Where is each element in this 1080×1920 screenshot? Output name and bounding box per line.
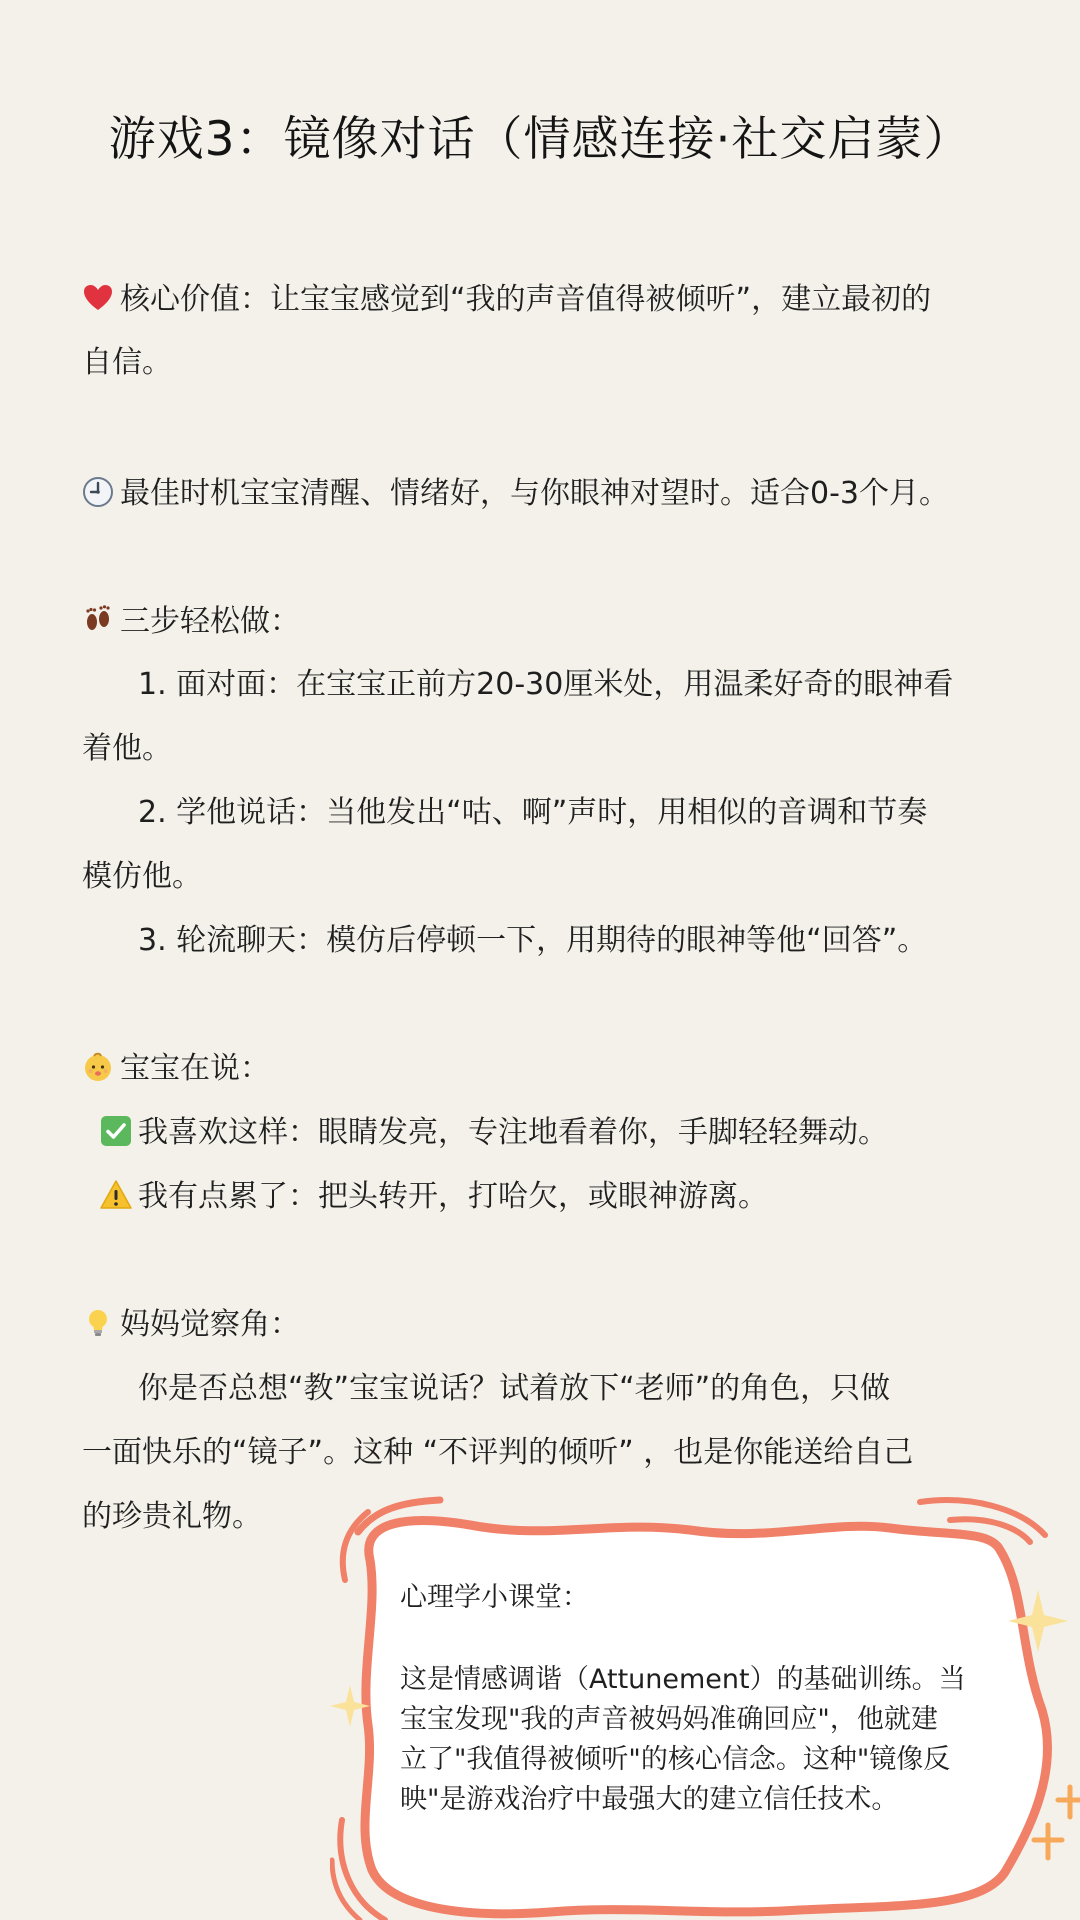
mom-insight-heading-line: [82, 1303, 300, 1347]
step1-line1: 1. 面对面：在宝宝正前方20-30厘米处，用温柔好奇的眼神看: [138, 667, 954, 702]
baby-tired-line: [100, 1175, 768, 1219]
steps-heading: 三步轻松做：: [120, 604, 300, 639]
timing-text: 最佳时机宝宝清醒、情绪好，与你眼神对望时。适合0-3个月。: [120, 476, 949, 511]
step2-line1: 2. 学他说话：当他发出“咕、啊”声时，用相似的音调和节奏: [138, 795, 928, 830]
warning-icon: [100, 1179, 132, 1211]
baby-icon: [82, 1051, 114, 1083]
check-icon: [100, 1115, 132, 1147]
heart-icon: [82, 282, 114, 314]
steps-heading-line: [82, 600, 300, 644]
baby-like-text: 我喜欢这样：眼睛发亮，专注地看着你，手脚轻轻舞动。: [138, 1115, 888, 1150]
footprints-icon: [82, 604, 114, 636]
lightbulb-icon: [82, 1307, 114, 1339]
bubble-line3: 立了"我值得被倾听"的核心信念。这种"镜像反: [400, 1744, 951, 1775]
bubble-line2: 宝宝发现"我的声音被妈妈准确回应"，他就建: [400, 1704, 938, 1735]
core-value-line2: 自信。: [82, 345, 172, 380]
baby-says-heading-line: [82, 1047, 270, 1091]
core-value-line1: [82, 278, 931, 322]
bubble-line1: 这是情感调谐（Attunement）的基础训练。当: [400, 1664, 966, 1695]
step3-line1: 3. 轮流聊天：模仿后停顿一下，用期待的眼神等他“回答”。: [138, 923, 928, 958]
clock-icon: [82, 476, 114, 508]
step1-line2: 着他。: [82, 731, 172, 766]
mom-insight-line2: 一面快乐的“镜子”。这种 “不评判的倾听” ，也是你能送给自己: [82, 1435, 914, 1470]
step2-line2: 模仿他。: [82, 859, 202, 894]
page-title: 游戏3：镜像对话（情感连接·社交启蒙）: [108, 112, 972, 167]
core-value-text: 核心价值：让宝宝感觉到“我的声音值得被倾听”，建立最初的: [120, 282, 932, 317]
bubble-title: 心理学小课堂：: [400, 1582, 589, 1613]
baby-says-heading: 宝宝在说：: [120, 1051, 270, 1086]
mom-insight-line1: 你是否总想“教”宝宝说话？试着放下“老师”的角色，只做: [138, 1371, 891, 1406]
timing-line: [82, 472, 949, 516]
baby-tired-text: 我有点累了：把头转开，打哈欠，或眼神游离。: [138, 1179, 768, 1214]
baby-like-line: [100, 1111, 888, 1155]
mom-insight-line3: 的珍贵礼物。: [82, 1499, 262, 1534]
mom-insight-heading: 妈妈觉察角：: [120, 1307, 300, 1342]
bubble-line4: 映"是游戏治疗中最强大的建立信任技术。: [400, 1784, 899, 1815]
